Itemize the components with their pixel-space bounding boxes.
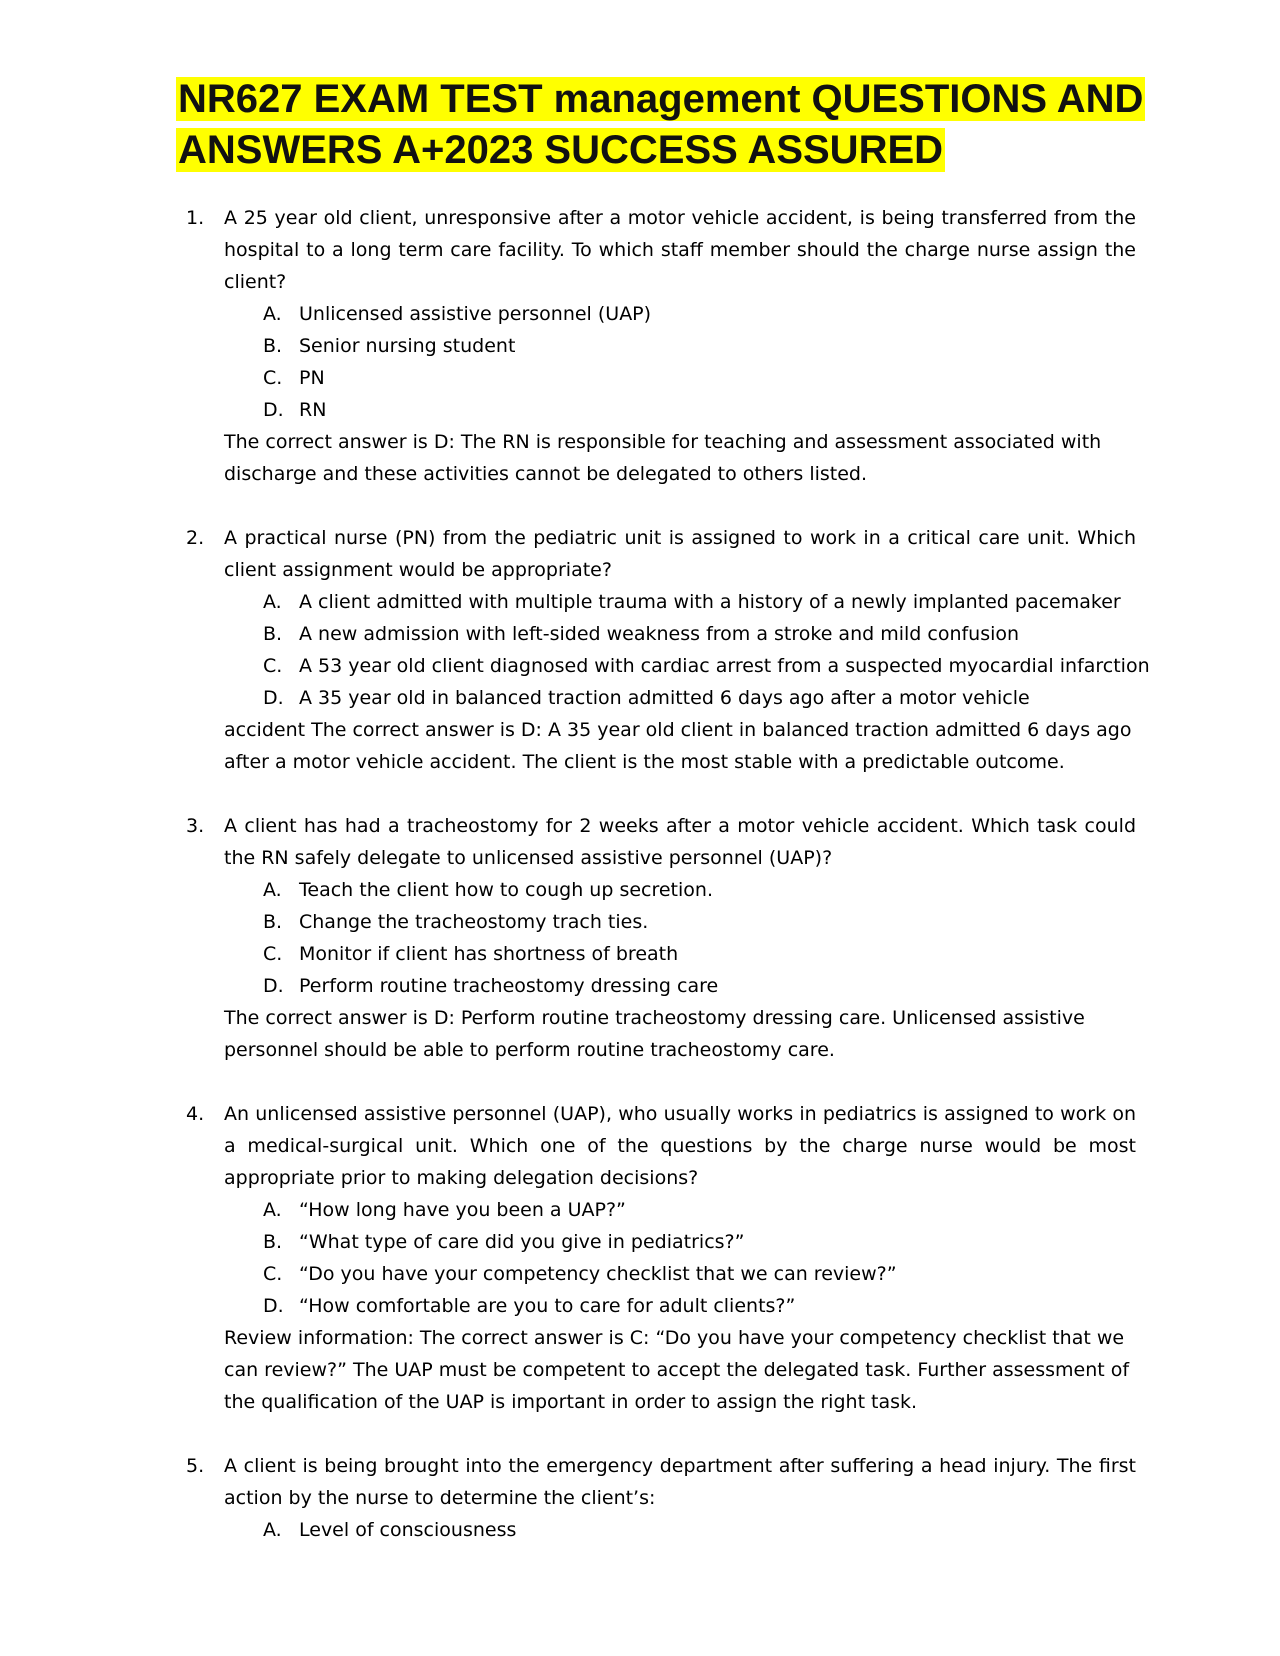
option-text: “What type of care did you give in pediatrics?”: [299, 1231, 745, 1253]
option-text: Unlicensed assistive personnel (UAP): [299, 303, 652, 325]
option-text: RN: [299, 399, 327, 421]
option-letter: B.: [263, 335, 283, 357]
option-letter: C.: [263, 1263, 283, 1285]
question-number: 5.: [186, 1455, 205, 1477]
option-text: Perform routine tracheostomy dressing care: [299, 975, 719, 997]
option-text: Level of consciousness: [299, 1519, 517, 1541]
option-item: [263, 874, 1136, 906]
option-letter: D.: [263, 687, 284, 709]
option-list: [186, 1514, 1136, 1546]
option-letter: C.: [263, 655, 283, 677]
question-list: [186, 202, 1150, 1578]
option-text: PN: [299, 367, 325, 389]
option-letter: B.: [263, 1231, 283, 1253]
option-letter: D.: [263, 399, 284, 421]
option-letter: D.: [263, 975, 284, 997]
option-item: [263, 330, 1136, 362]
option-text: “Do you have your competency checklist that we can review?”: [299, 1263, 897, 1285]
question-number: 2.: [186, 527, 205, 549]
option-text: A 35 year old in balanced traction admitted 6 days ago after a motor vehicle: [299, 687, 1030, 709]
answer-explanation: The correct answer is D: Perform routine tracheostomy dressing care. Unlicensed assistive personnel should be able to perform routine tracheostomy care.: [224, 1007, 1085, 1061]
option-item: [263, 362, 1136, 394]
option-item: [263, 1290, 1136, 1322]
document-title: [176, 74, 1156, 176]
question-text: A client is being brought into the emergency department after suffering a head injury. The first action by the nurse to determine the client’s:: [224, 1455, 1136, 1509]
option-item: [263, 1194, 1136, 1226]
option-letter: C.: [263, 367, 283, 389]
question-number: 3.: [186, 815, 205, 837]
option-list: [186, 1194, 1136, 1322]
option-item: [263, 298, 1136, 330]
option-item: [263, 394, 1136, 426]
answer-explanation: accident The correct answer is D: A 35 year old client in balanced traction admitted 6 days ago after a motor vehicle accident. The client is the most stable with a predictable outcome.: [224, 719, 1132, 773]
option-item: [263, 1514, 1136, 1546]
option-letter: D.: [263, 1295, 284, 1317]
option-text: Senior nursing student: [299, 335, 516, 357]
question-text: A 25 year old client, unresponsive after a motor vehicle accident, is being transferred from the hospital to a long term care facility. To which staff member should the charge nurse assign the client?: [224, 207, 1136, 293]
option-letter: B.: [263, 623, 283, 645]
option-letter: C.: [263, 943, 283, 965]
option-item: [263, 1226, 1136, 1258]
question-item: [186, 522, 1150, 778]
question-number: 1.: [186, 207, 205, 229]
answer-explanation: The correct answer is D: The RN is responsible for teaching and assessment associated with discharge and these activities cannot be delegated to others listed.: [224, 431, 1102, 485]
option-text: Teach the client how to cough up secretion.: [299, 879, 713, 901]
question-item: [186, 1450, 1136, 1546]
option-text: Change the tracheostomy trach ties.: [299, 911, 649, 933]
question-text: An unlicensed assistive personnel (UAP), who usually works in pediatrics is assigned to work on a medical-surgical unit. Which one of the questions by the charge nurse would be most appropriate prior to making delegation decisions?: [224, 1103, 1136, 1189]
option-text: A client admitted with multiple trauma with a history of a newly implanted pacemaker: [299, 591, 1121, 613]
title-highlight: NR627 EXAM TEST management QUESTIONS AND ANSWERS A+2023 SUCCESS ASSURED: [178, 77, 1144, 172]
question-number: 4.: [186, 1103, 205, 1125]
option-text: “How comfortable are you to care for adult clients?”: [299, 1295, 796, 1317]
option-item: [263, 618, 1136, 650]
option-letter: A.: [263, 1199, 282, 1221]
option-item: [263, 906, 1136, 938]
option-text: A new admission with left-sided weakness from a stroke and mild confusion: [299, 623, 1020, 645]
option-letter: A.: [263, 879, 282, 901]
answer-explanation: Review information: The correct answer is C: “Do you have your competency checklist that we can review?” The UAP must be competent to accept the delegated task. Further assessment of the qualification of the UAP is important in order to assign the right task.: [224, 1327, 1130, 1413]
option-item: [263, 970, 1136, 1002]
option-list: [186, 874, 1136, 1002]
option-item: [263, 938, 1136, 970]
question-item: [186, 1098, 1136, 1418]
option-letter: A.: [263, 1519, 282, 1541]
question-item: [186, 810, 1136, 1066]
option-item: [263, 650, 1150, 682]
option-letter: A.: [263, 303, 282, 325]
question-text: A practical nurse (PN) from the pediatric unit is assigned to work in a critical care unit. Which client assignment would be appropriate?: [224, 527, 1136, 581]
option-text: Monitor if client has shortness of breath: [299, 943, 679, 965]
option-list: [186, 586, 1150, 714]
option-item: [263, 1258, 1136, 1290]
option-item: [263, 682, 1136, 714]
option-letter: A.: [263, 591, 282, 613]
question-item: [186, 202, 1136, 490]
option-text: “How long have you been a UAP?”: [299, 1199, 626, 1221]
option-text: A 53 year old client diagnosed with cardiac arrest from a suspected myocardial infarction: [299, 655, 1150, 677]
option-item: [263, 586, 1136, 618]
question-text: A client has had a tracheostomy for 2 weeks after a motor vehicle accident. Which task could the RN safely delegate to unlicensed assistive personnel (UAP)?: [224, 815, 1136, 869]
option-letter: B.: [263, 911, 283, 933]
option-list: [186, 298, 1136, 426]
